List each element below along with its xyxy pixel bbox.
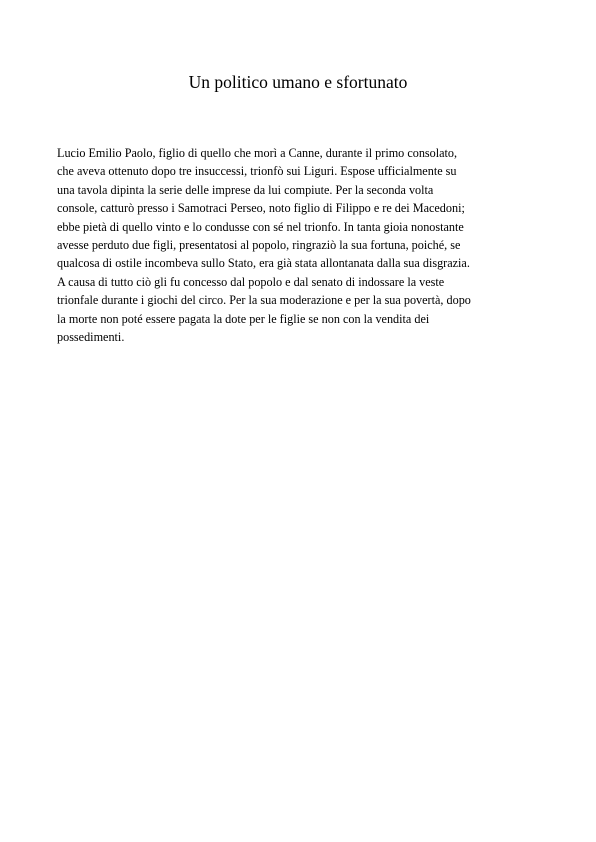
- paragraph-line: che aveva ottenuto dopo tre insuccessi, trionfò sui Liguri. Espose ufficialmente su: [57, 164, 457, 179]
- body-paragraph: [57, 144, 539, 346]
- paragraph-line: Lucio Emilio Paolo, figlio di quello che morì a Canne, durante il primo consolato,: [57, 146, 458, 160]
- paragraph-line: console, catturò presso i Samotraci Perseo, noto figlio di Filippo e re dei Macedoni;: [57, 201, 465, 216]
- paragraph-line: qualcosa di ostile incombeva sullo Stato, era già stata allontanata dalla sua disgrazia.: [57, 256, 470, 271]
- paragraph-line: trionfale durante i giochi del circo. Per la sua moderazione e per la sua povertà, dopo: [57, 293, 471, 308]
- paragraph-line: possedimenti.: [57, 330, 125, 345]
- document-title: Un politico umano e sfortunato: [188, 72, 408, 92]
- paragraph-line: ebbe pietà di quello vinto e lo condusse con sé nel trionfo. In tanta gioia nonostante: [57, 219, 464, 234]
- paragraph-line: la morte non poté essere pagata la dote per le figlie se non con la vendita dei: [57, 311, 430, 326]
- paragraph-line: avesse perduto due figli, presentatosi al popolo, ringraziò la sua fortuna, poiché, se: [57, 238, 461, 253]
- paragraph-line: A causa di tutto ciò gli fu concesso dal popolo e dal senato di indossare la veste: [57, 274, 445, 289]
- paragraph-line: una tavola dipinta la serie delle imprese da lui compiute. Per la seconda volta: [57, 182, 434, 197]
